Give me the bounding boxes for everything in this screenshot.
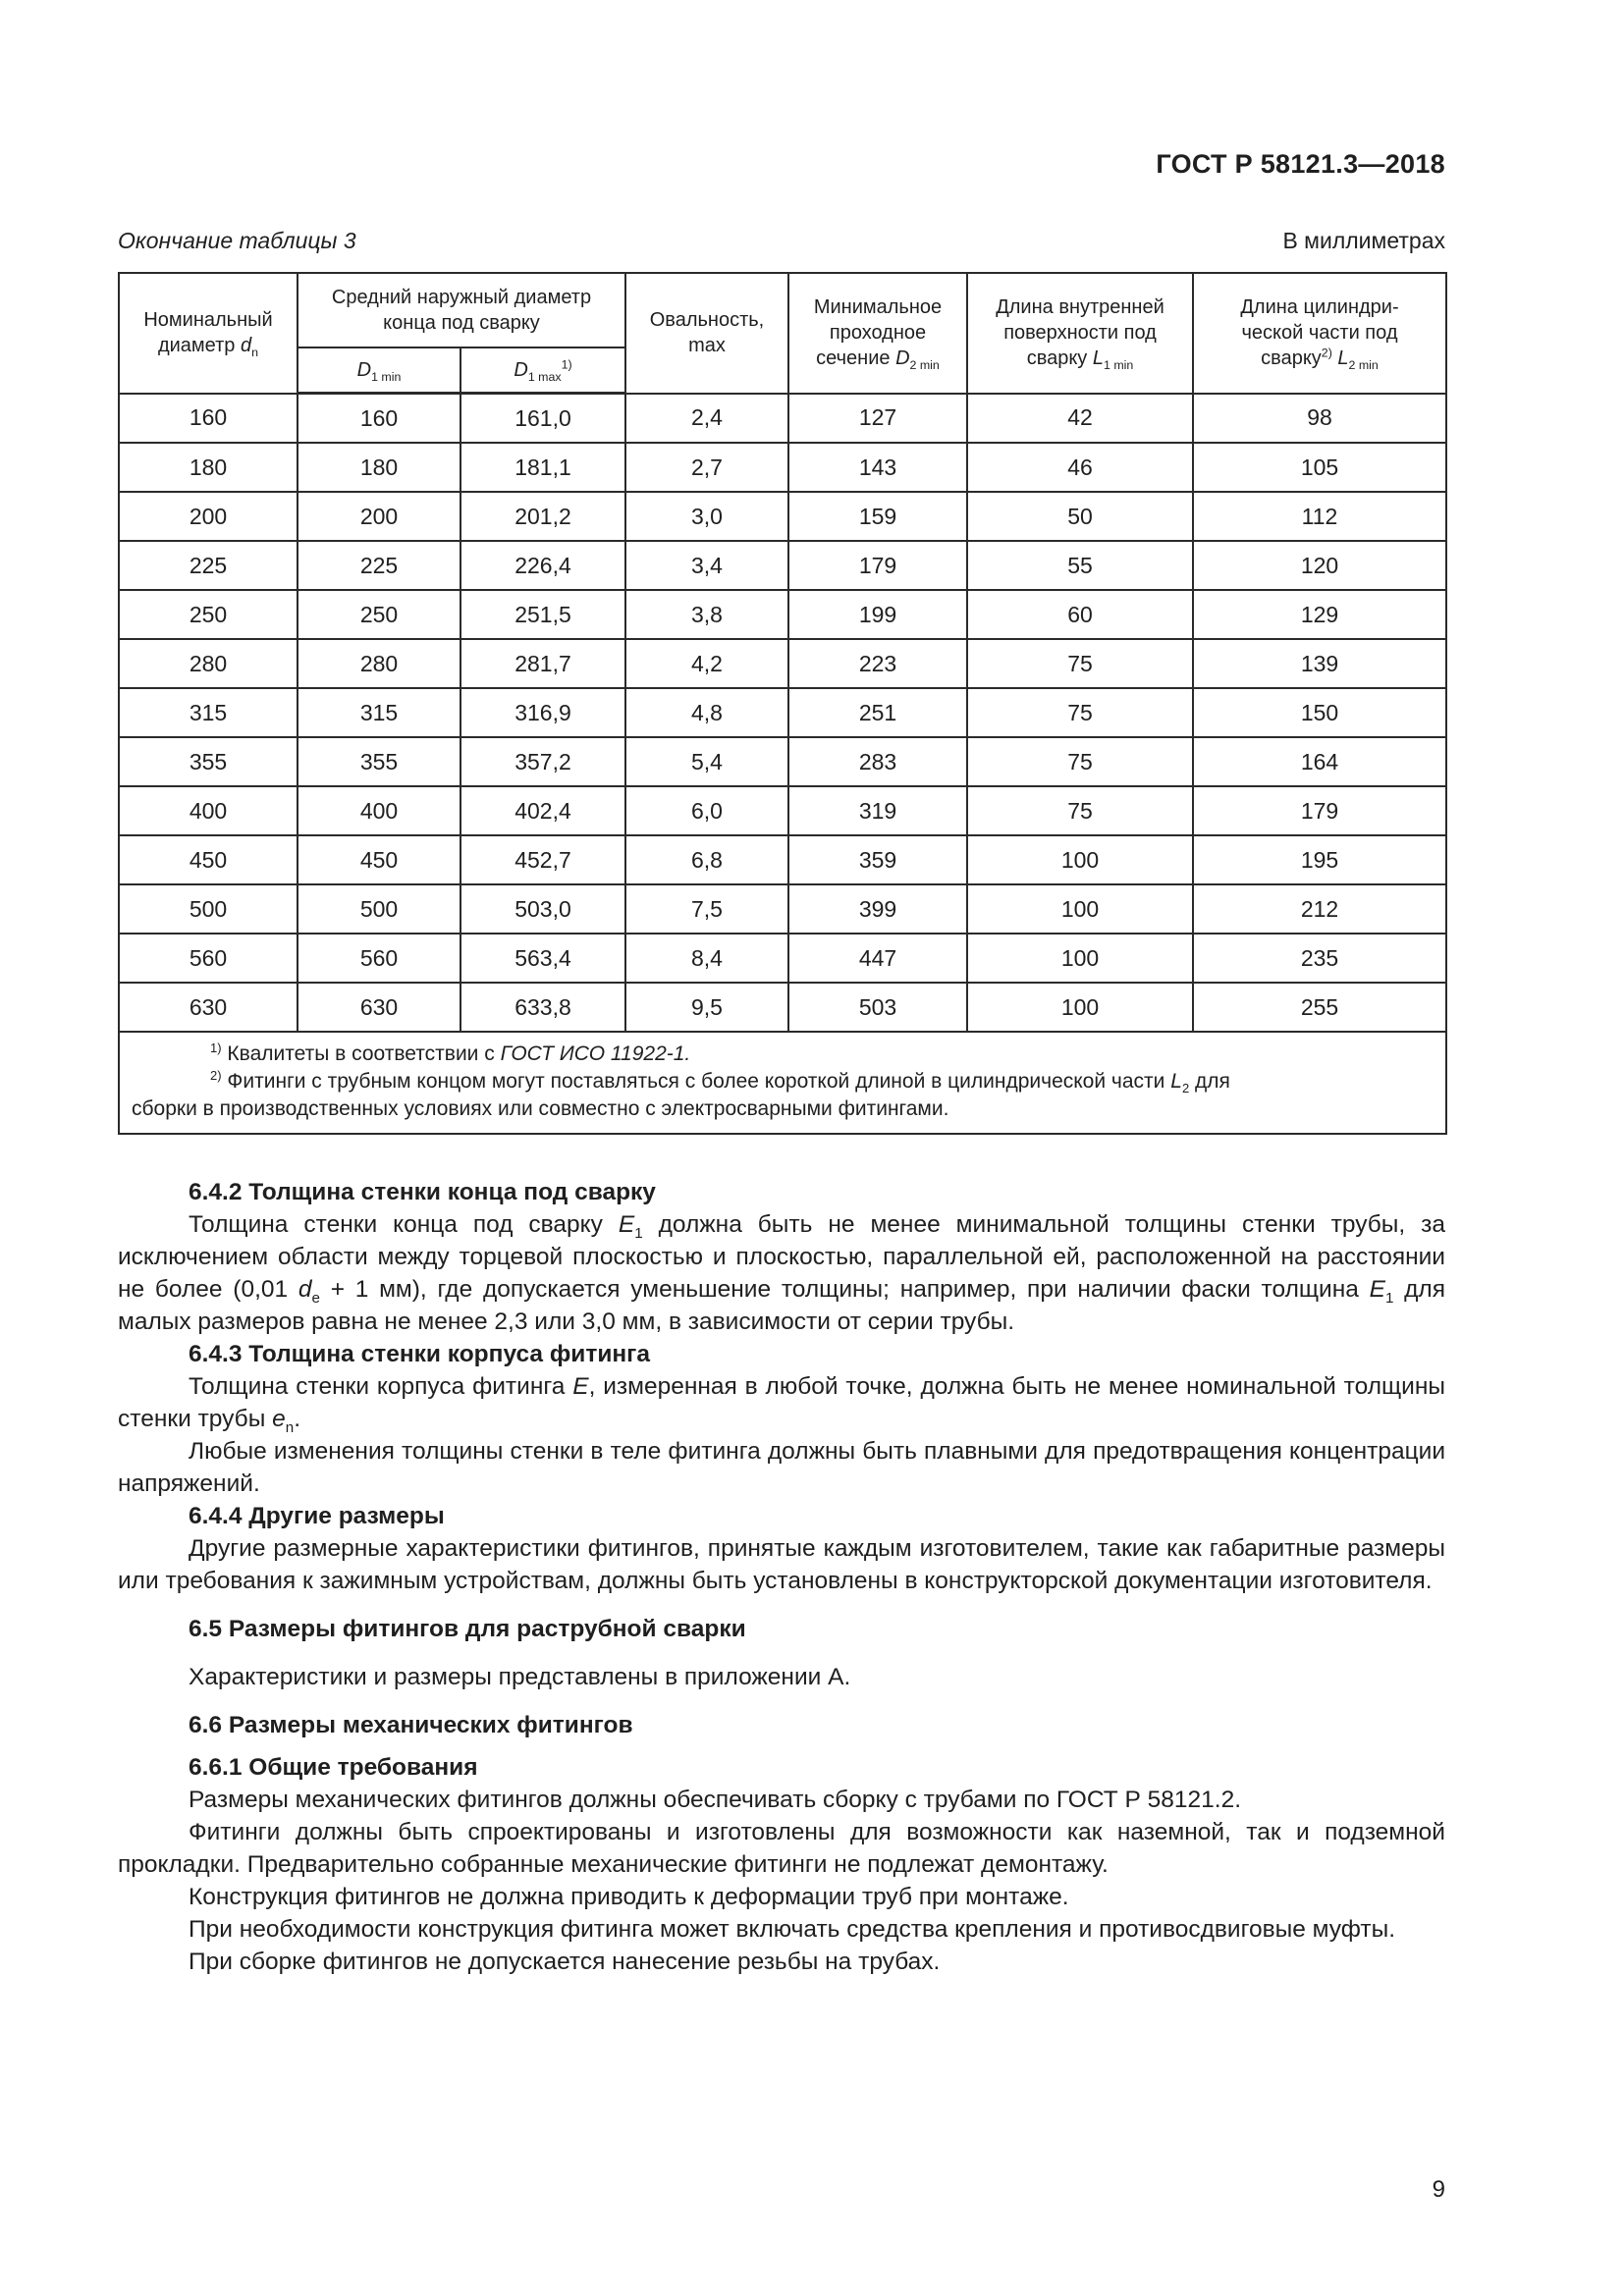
header-d1-min: $D_{1 min}$ xyxy=(298,347,460,394)
table-cell: 250 xyxy=(298,590,460,639)
section-6-6-1-paragraph-5: При сборке фитингов не допускается нанесение резьбы на трубах. xyxy=(189,1949,941,1975)
table-cell: 250 xyxy=(119,590,298,639)
table-cell: 4,2 xyxy=(625,639,788,688)
table-cell: 129 xyxy=(1193,590,1446,639)
section-6-6-1-paragraph-2: Фитинги должны быть спроектированы и изготовлены для возможности как наземной, так и подземной прокладки. Предварительно собранные механические фитинги не подлежат демонтажу. xyxy=(118,1819,1445,1878)
table-cell: 60 xyxy=(967,590,1193,639)
table-cell: 75 xyxy=(967,639,1193,688)
header-d1-max: $D_{1 max}^{1)}$ xyxy=(460,347,625,394)
table-cell: 255 xyxy=(1193,983,1446,1032)
table-cell: 75 xyxy=(967,786,1193,835)
table-caption xyxy=(118,228,1445,254)
table-cell: 9,5 xyxy=(625,983,788,1032)
table-cell: 280 xyxy=(119,639,298,688)
table-cell: 42 xyxy=(967,394,1193,444)
table-cell: 6,0 xyxy=(625,786,788,835)
table-cell: 7,5 xyxy=(625,884,788,934)
table-cell: 75 xyxy=(967,737,1193,786)
table-cell: 200 xyxy=(298,492,460,541)
table-cell: 355 xyxy=(298,737,460,786)
table-row xyxy=(119,688,1446,737)
dimensions-table xyxy=(118,272,1447,1135)
table-cell: 75 xyxy=(967,688,1193,737)
section-6-4-3-paragraph-2: Любые изменения толщины стенки в теле фитинга должны быть плавными для предотвращения концентрации напряжений. xyxy=(118,1438,1445,1497)
table-cell: 159 xyxy=(788,492,967,541)
table-row xyxy=(119,639,1446,688)
table-cell: 195 xyxy=(1193,835,1446,884)
section-6-4-3-heading: 6.4.3 Толщина стенки корпуса фитинга xyxy=(189,1341,651,1367)
units-label: В миллиметрах xyxy=(1282,228,1445,253)
table-cell: 160 xyxy=(119,394,298,444)
header-ovality: Овальность, max xyxy=(625,273,788,394)
table-row xyxy=(119,737,1446,786)
table-cell: 2,4 xyxy=(625,394,788,444)
table-row xyxy=(119,835,1446,884)
section-6-5-heading: 6.5 Размеры фитингов для раструбной сварки xyxy=(189,1616,746,1642)
table-cell: 399 xyxy=(788,884,967,934)
table-cell: 98 xyxy=(1193,394,1446,444)
table-cell: 225 xyxy=(119,541,298,590)
table-cell: 199 xyxy=(788,590,967,639)
table-cell: 2,7 xyxy=(625,443,788,492)
section-6-6-1-paragraph-3: Конструкция фитингов не должна приводить к деформации труб при монтаже. xyxy=(189,1884,1069,1910)
table-cell: 400 xyxy=(298,786,460,835)
section-6-4-2-paragraph: Толщина стенки конца под сварку $E_1$ должна быть не менее минимальной толщины стенки трубы, за исключением области между торцевой плоскостью и плоскостью, параллельной ей, расположенной на расстоянии не более (0,01 $d_e + 1$ мм), где допускается уменьшение толщины; например, при наличии фаски толщина $E_1$ для малых размеров равна не менее 2,3 или 3,0 мм, в зависимости от серии трубы. xyxy=(118,1211,1445,1335)
table-cell: 630 xyxy=(119,983,298,1032)
header-mean-outside-diameter: Средний наружный диаметр конца под сварку xyxy=(298,273,625,347)
table-cell: 630 xyxy=(298,983,460,1032)
table-cell: 357,2 xyxy=(460,737,625,786)
table-cell: 3,0 xyxy=(625,492,788,541)
section-6-6-1-paragraph-1: Размеры механических фитингов должны обеспечивать сборку с трубами по ГОСТ Р 58121.2. xyxy=(189,1787,1242,1813)
table-cell: 251 xyxy=(788,688,967,737)
table-cell: 100 xyxy=(967,884,1193,934)
table-note-2-continued: сборки в производственных условиях или совместно с электросварными фитингами. xyxy=(132,1097,949,1120)
table-cell: 120 xyxy=(1193,541,1446,590)
table-cell: 50 xyxy=(967,492,1193,541)
table-cell: 319 xyxy=(788,786,967,835)
table-continuation-label: Окончание таблицы 3 xyxy=(118,228,356,253)
table-cell: 450 xyxy=(119,835,298,884)
table-row xyxy=(119,394,1446,444)
table-cell: 452,7 xyxy=(460,835,625,884)
table-notes xyxy=(119,1032,1446,1134)
table-cell: 503 xyxy=(788,983,967,1032)
table-row xyxy=(119,786,1446,835)
table-cell: 139 xyxy=(1193,639,1446,688)
table-cell: 55 xyxy=(967,541,1193,590)
table-cell: 179 xyxy=(1193,786,1446,835)
table-cell: 180 xyxy=(298,443,460,492)
table-cell: 201,2 xyxy=(460,492,625,541)
table-cell: 400 xyxy=(119,786,298,835)
table-row xyxy=(119,492,1446,541)
table-cell: 46 xyxy=(967,443,1193,492)
body-text xyxy=(118,1176,1445,1978)
table-cell: 100 xyxy=(967,934,1193,983)
table-cell: 359 xyxy=(788,835,967,884)
table-cell: 100 xyxy=(967,835,1193,884)
table-cell: 181,1 xyxy=(460,443,625,492)
header-min-bore: Минимальное проходное сечение $D_{2 min}$ xyxy=(788,273,967,394)
section-6-6-1-heading: 6.6.1 Общие требования xyxy=(189,1754,478,1781)
table-row xyxy=(119,884,1446,934)
table-row xyxy=(119,590,1446,639)
table-cell: 633,8 xyxy=(460,983,625,1032)
table-cell: 3,8 xyxy=(625,590,788,639)
table-cell: 100 xyxy=(967,983,1193,1032)
table-cell: 500 xyxy=(119,884,298,934)
table-row xyxy=(119,541,1446,590)
table-cell: 200 xyxy=(119,492,298,541)
table-cell: 402,4 xyxy=(460,786,625,835)
header-fusion-zone-length: Длина внутренней поверхности под сварку $L_{1 min}$ xyxy=(967,273,1193,394)
table-cell: 180 xyxy=(119,443,298,492)
table-cell: 235 xyxy=(1193,934,1446,983)
section-6-5-paragraph: Характеристики и размеры представлены в приложении А. xyxy=(189,1664,851,1690)
table-cell: 450 xyxy=(298,835,460,884)
table-cell: 560 xyxy=(119,934,298,983)
table-cell: 226,4 xyxy=(460,541,625,590)
table-cell: 8,4 xyxy=(625,934,788,983)
table-cell: 563,4 xyxy=(460,934,625,983)
table-cell: 315 xyxy=(119,688,298,737)
table-cell: 105 xyxy=(1193,443,1446,492)
table-row xyxy=(119,934,1446,983)
table-cell: 315 xyxy=(298,688,460,737)
table-cell: 143 xyxy=(788,443,967,492)
table-cell: 223 xyxy=(788,639,967,688)
table-cell: 560 xyxy=(298,934,460,983)
table-cell: 447 xyxy=(788,934,967,983)
page-number: 9 xyxy=(1432,2176,1445,2203)
table-cell: 316,9 xyxy=(460,688,625,737)
table-cell: 6,8 xyxy=(625,835,788,884)
table-cell: 179 xyxy=(788,541,967,590)
table-cell: 3,4 xyxy=(625,541,788,590)
table-cell: 503,0 xyxy=(460,884,625,934)
table-cell: 355 xyxy=(119,737,298,786)
table-body xyxy=(119,394,1446,1135)
table-row xyxy=(119,443,1446,492)
table-note-1: $^{1)}$ Квалитеты в соответствии с ГОСТ ИСО 11922-1. xyxy=(210,1041,691,1065)
table-cell: 161,0 xyxy=(460,394,625,444)
table-cell: 150 xyxy=(1193,688,1446,737)
table-cell: 212 xyxy=(1193,884,1446,934)
table-cell: 251,5 xyxy=(460,590,625,639)
section-6-4-4-heading: 6.4.4 Другие размеры xyxy=(189,1503,445,1529)
header-nominal-diameter: Номинальный диаметр $d_n$ xyxy=(119,273,298,394)
table-cell: 281,7 xyxy=(460,639,625,688)
table-cell: 500 xyxy=(298,884,460,934)
header-cylindrical-length: Длина цилиндри- ческой части под сварку$^{2)}$ $L_{2 min}$ xyxy=(1193,273,1446,394)
table-cell: 4,8 xyxy=(625,688,788,737)
table-cell: 127 xyxy=(788,394,967,444)
table-row xyxy=(119,983,1446,1032)
document-code: ГОСТ Р 58121.3—2018 xyxy=(1156,149,1445,179)
table-cell: 112 xyxy=(1193,492,1446,541)
section-6-6-heading: 6.6 Размеры механических фитингов xyxy=(189,1712,633,1738)
table-cell: 5,4 xyxy=(625,737,788,786)
section-6-4-2-heading: 6.4.2 Толщина стенки конца под сварку xyxy=(189,1179,656,1205)
section-6-4-3-paragraph-1: Толщина стенки корпуса фитинга E, измеренная в любой точке, должна быть не менее номинальной толщины стенки трубы $e_n$. xyxy=(118,1373,1445,1436)
table-cell: 280 xyxy=(298,639,460,688)
table-cell: 283 xyxy=(788,737,967,786)
section-6-6-1-paragraph-4: При необходимости конструкция фитинга может включать средства крепления и противосдвиговые муфты. xyxy=(189,1916,1396,1943)
table-note-2: $^{2)}$ Фитинги с трубным концом могут поставляться с более короткой длиной в цилиндрической части $L_2$ для xyxy=(210,1068,1230,1096)
table-cell: 164 xyxy=(1193,737,1446,786)
section-6-4-4-paragraph: Другие размерные характеристики фитингов, принятые каждым изготовителем, такие как габаритные размеры или требования к зажимным устройствам, должны быть установлены в конструкторской документации изготовителя. xyxy=(118,1535,1445,1594)
table-notes-row xyxy=(119,1032,1446,1134)
table-cell: 225 xyxy=(298,541,460,590)
table-cell: 160 xyxy=(298,394,460,444)
